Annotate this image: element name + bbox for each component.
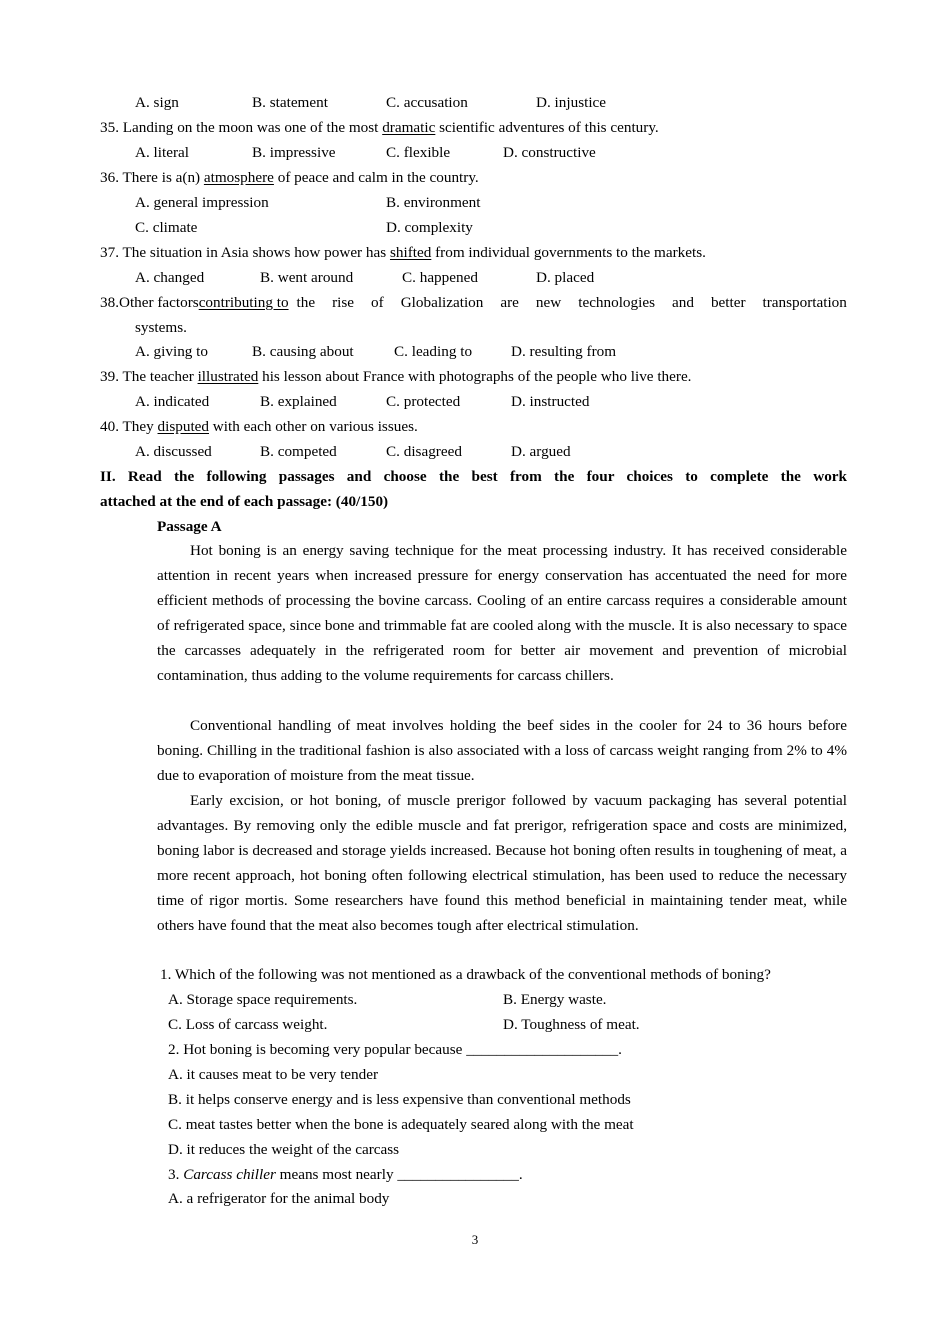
section-heading-line2: attached at the end of each passage: (40/150) bbox=[100, 493, 389, 510]
option: B. statement bbox=[252, 94, 328, 111]
passage-paragraph-2: Conventional handling of meat involves holding the beef sides in the cooler for 24 to 36 hours before boning. Chilling in the traditional fashion is also associated with a loss of carcass weight ranging from 2% to 4% due to evaporation of moisture from the meat tissue. bbox=[157, 717, 847, 784]
option: C. protected bbox=[386, 393, 461, 410]
option: C. flexible bbox=[386, 144, 451, 161]
passage-question-1: 1. Which of the following was not mentioned as a drawback of the conventional methods of boning? bbox=[160, 966, 771, 983]
option: D. Toughness of meat. bbox=[503, 1016, 640, 1033]
option: C. disagreed bbox=[386, 443, 462, 460]
section-heading-line1: II. Read the following passages and choose the best from the four choices to complete the work bbox=[100, 468, 847, 485]
option: D. placed bbox=[536, 269, 595, 286]
option: B. causing about bbox=[252, 343, 354, 360]
option: A. it causes meat to be very tender bbox=[168, 1066, 379, 1083]
option: D. constructive bbox=[503, 144, 596, 161]
question-35: 35. Landing on the moon was one of the most dramatic scientific adventures of this century. bbox=[100, 119, 659, 136]
option: C. meat tastes better when the bone is adequately seared along with the meat bbox=[168, 1116, 634, 1133]
option: B. explained bbox=[260, 393, 337, 410]
option: C. Loss of carcass weight. bbox=[168, 1016, 328, 1033]
key-word: dramatic bbox=[382, 119, 436, 136]
page-number: 3 bbox=[471, 1232, 479, 1247]
option: B. Energy waste. bbox=[503, 991, 607, 1008]
option: A. literal bbox=[135, 144, 189, 161]
question-38: 38. Other factors contributing to the rise of Globalization are new technologies and better transportation bbox=[100, 294, 847, 311]
option: A. giving to bbox=[135, 343, 208, 360]
option: D. complexity bbox=[386, 219, 473, 236]
option: D. it reduces the weight of the carcass bbox=[168, 1141, 400, 1158]
passage-paragraph-1: Hot boning is an energy saving technique for the meat processing industry. It has received considerable attention in recent years when increased pressure for energy conservation has accentuated the need for more efficient methods of processing the bovine carcass. Cooling of an entire carcass requires a considerable amount of refrigerated space, since bone and trimmable fat are cooled along with the muscle. It is also necessary to space the carcasses adequately in the refrigerated room for better air movement and prevention of microbial contamination, thus adding to the volume requirements for carcass chillers. bbox=[157, 542, 847, 684]
option: D. injustice bbox=[536, 94, 607, 111]
option: A. changed bbox=[135, 269, 205, 286]
option: D. argued bbox=[511, 443, 571, 460]
question-37: 37. The situation in Asia shows how power has shifted from individual governments to the markets. bbox=[100, 244, 706, 261]
option: A. general impression bbox=[135, 194, 269, 211]
option: C. climate bbox=[135, 219, 198, 236]
passage-paragraph-3: Early excision, or hot boning, of muscle prerigor followed by vacuum packaging has several potential advantages. By removing only the edible muscle and fat prerigor, refrigeration space and costs are minimized, boning labor is decreased and storage yields increased. Because hot boning often results in toughening of meat, a more recent approach, hot boning often following electrical stimulation, has been used to reduce the necessary time of rigor mortis. Some researchers have found this method beneficial in maintaining tender meat, while others have found that the meat also becomes tough after electrical stimulation. bbox=[157, 792, 847, 934]
key-word: shifted bbox=[389, 244, 432, 261]
question-39: 39. The teacher illustrated his lesson about France with photographs of the people who live there. bbox=[100, 368, 692, 385]
passage-question-2: 2. Hot boning is becoming very popular because ____________________. bbox=[168, 1041, 622, 1058]
key-word: illustrated bbox=[197, 368, 259, 385]
option: B. went around bbox=[260, 269, 354, 286]
option: C. accusation bbox=[386, 94, 468, 111]
question-38-rest: the rise of Globalization are new technologies and better transportation bbox=[296, 294, 847, 311]
option: C. happened bbox=[402, 269, 478, 286]
option: A. discussed bbox=[135, 443, 212, 460]
passage-question-3: 3. Carcass chiller means most nearly ________________. bbox=[168, 1166, 523, 1183]
italic-term: Carcass chiller bbox=[183, 1166, 276, 1183]
option: B. impressive bbox=[252, 144, 336, 161]
option: D. instructed bbox=[511, 393, 590, 410]
option: B. environment bbox=[386, 194, 481, 211]
option: B. competed bbox=[260, 443, 337, 460]
passage-title: Passage A bbox=[157, 518, 222, 535]
key-word: atmosphere bbox=[203, 169, 274, 186]
key-word: disputed bbox=[157, 418, 209, 435]
option: A. Storage space requirements. bbox=[168, 991, 358, 1008]
option: D. resulting from bbox=[511, 343, 617, 360]
option: A. sign bbox=[135, 94, 179, 111]
option: B. it helps conserve energy and is less expensive than conventional methods bbox=[168, 1091, 631, 1108]
key-word: contributing to bbox=[198, 294, 289, 311]
question-36: 36. There is a(n) atmosphere of peace and calm in the country. bbox=[100, 169, 479, 186]
question-40: 40. They disputed with each other on various issues. bbox=[100, 418, 418, 435]
option: A. a refrigerator for the animal body bbox=[168, 1190, 390, 1207]
option: A. indicated bbox=[135, 393, 210, 410]
option: C. leading to bbox=[394, 343, 473, 360]
question-38-continuation: systems. bbox=[135, 319, 187, 336]
